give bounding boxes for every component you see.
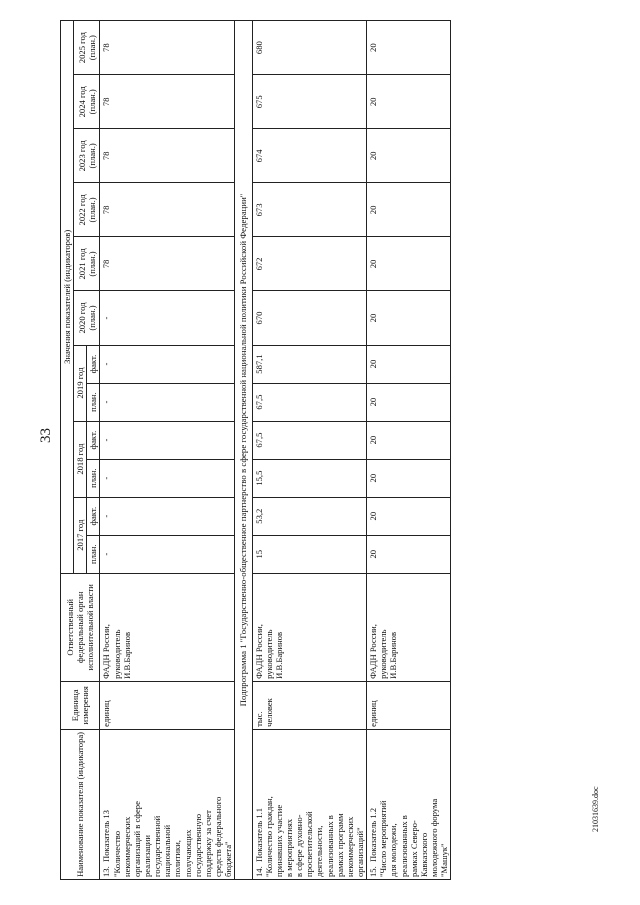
unit-cell: единиц	[100, 681, 235, 729]
subprogram-row	[235, 21, 252, 880]
value-cell: -	[100, 345, 235, 383]
value-cell: -	[100, 535, 235, 573]
value-cell: 20	[367, 421, 451, 459]
value-cell: 20	[367, 21, 451, 75]
indicator-name-text: Показатель 1.1 "Количество граждан, принявших участие в мероприятиях в сфере духовно- просветительской деятельности, реализованных в рамках программ некоммерческих организаций"	[253, 796, 366, 877]
header-plan: план.	[87, 459, 100, 497]
header-2021: 2021 год (план.)	[74, 237, 100, 291]
value-cell: -	[100, 459, 235, 497]
header-unit: Единица измерения	[61, 681, 100, 729]
value-cell: 78	[100, 129, 235, 183]
responsible-cell: ФАДН России, руководитель И.В.Баринов	[252, 573, 367, 681]
header-2017: 2017 год	[74, 497, 87, 573]
value-cell: 67,5	[252, 421, 367, 459]
header-2018: 2018 год	[74, 421, 87, 497]
value-cell: 78	[100, 75, 235, 129]
value-cell: 20	[367, 497, 451, 535]
subprogram-title: Подпрограмма 1 "Государственно-общественное партнерство в сфере государственной национальной политики Российской Федерации"	[235, 21, 252, 880]
indicator-name	[252, 729, 367, 879]
value-cell: 20	[367, 75, 451, 129]
header-fact: факт.	[87, 497, 100, 535]
value-cell: 680	[252, 21, 367, 75]
header-2024: 2024 год (план.)	[74, 75, 100, 129]
responsible-cell: ФАДН России, руководитель И.В.Баринов	[367, 573, 451, 681]
value-cell: 674	[252, 129, 367, 183]
value-cell: 20	[367, 459, 451, 497]
header-responsible: Ответственный федеральный орган исполнительной власти	[61, 573, 100, 681]
indicator-name-text: Показатель 13 "Количество некоммерческих организаций в сфере реализации государственной национальной политики, получающих государственную поддержку за счет средств федерального бюджета"	[101, 796, 234, 877]
indicator-name	[367, 729, 451, 879]
indicator-name-text: Показатель 1.2 "Число мероприятий для молодежи, реализованных в рамках Северо- Кавказского молодежного форума "Машук"	[368, 798, 450, 877]
unit-cell: единиц	[367, 681, 451, 729]
value-cell: -	[100, 497, 235, 535]
value-cell: 78	[100, 21, 235, 75]
header-plan: план.	[87, 383, 100, 421]
row-number: 15.	[368, 866, 379, 877]
table-row	[100, 21, 235, 880]
value-cell: 67,5	[252, 383, 367, 421]
value-cell: 53,2	[252, 497, 367, 535]
indicator-table	[60, 20, 451, 880]
value-cell: 672	[252, 237, 367, 291]
value-cell: 673	[252, 183, 367, 237]
unit-cell: тыс. человек	[252, 681, 367, 729]
header-2023: 2023 год (план.)	[74, 129, 100, 183]
header-fact: факт.	[87, 421, 100, 459]
value-cell: 20	[367, 345, 451, 383]
value-cell: 15	[252, 535, 367, 573]
header-2020: 2020 год (план.)	[74, 291, 100, 345]
header-2025: 2025 год (план.)	[74, 21, 100, 75]
header-2019: 2019 год	[74, 345, 87, 421]
indicator-name	[100, 729, 235, 879]
value-cell: 670	[252, 291, 367, 345]
value-cell: -	[100, 291, 235, 345]
value-cell: 20	[367, 535, 451, 573]
document-filename: 21031639.doc	[591, 786, 600, 832]
indicator-table-rotated	[60, 20, 610, 880]
value-cell: 20	[367, 183, 451, 237]
header-values: Значения показателей (индикаторов)	[61, 21, 74, 574]
header-plan: план.	[87, 535, 100, 573]
value-cell: 78	[100, 237, 235, 291]
value-cell: 675	[252, 75, 367, 129]
value-cell: 20	[367, 129, 451, 183]
table-row	[367, 21, 451, 880]
header-fact: факт.	[87, 345, 100, 383]
row-number: 14.	[253, 866, 264, 877]
value-cell: -	[100, 383, 235, 421]
value-cell: -	[100, 421, 235, 459]
page-number: 33	[38, 428, 54, 443]
header-name: Наименование показателя (индикатора)	[61, 729, 100, 879]
value-cell: 20	[367, 237, 451, 291]
value-cell: 20	[367, 383, 451, 421]
responsible-cell: ФАДН России, руководитель И.В.Баринов	[100, 573, 235, 681]
row-number: 13.	[101, 866, 112, 877]
value-cell: 20	[367, 291, 451, 345]
value-cell: 587,1	[252, 345, 367, 383]
value-cell: 15,5	[252, 459, 367, 497]
table-row	[252, 21, 367, 880]
value-cell: 78	[100, 183, 235, 237]
header-2022: 2022 год (план.)	[74, 183, 100, 237]
